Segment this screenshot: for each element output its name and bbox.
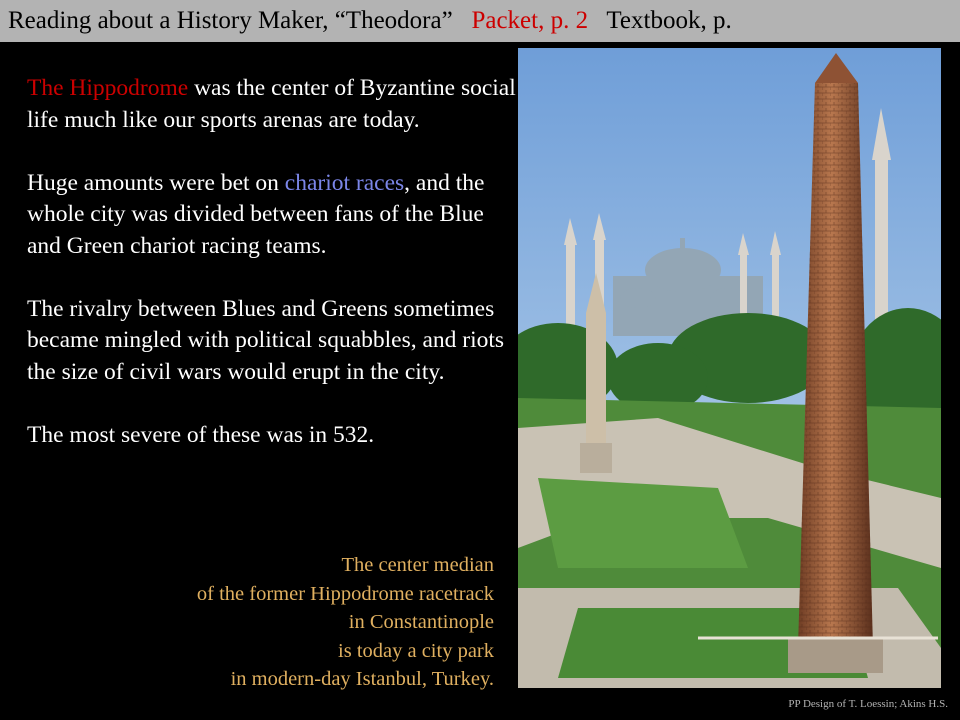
caption-line-2: of the former Hippodrome racetrack bbox=[196, 582, 494, 605]
header-title: Reading about a History Maker, “Theodora” bbox=[8, 7, 453, 34]
paragraph-2-after: , and the whole city was divided between fans of the Blue and Green chariot racing teams. bbox=[27, 169, 485, 259]
paragraph-2 bbox=[27, 168, 517, 263]
hippodrome-highlight: The Hippodrome bbox=[27, 75, 189, 101]
caption-line-1: The center median bbox=[341, 554, 494, 576]
header-textbook: Textbook, p. bbox=[606, 7, 732, 34]
design-credit: PP Design of T. Loessin; Akins H.S. bbox=[788, 698, 948, 710]
photo-caption bbox=[100, 551, 494, 694]
header-bar bbox=[0, 0, 960, 42]
paragraph-3: The rivalry between Blues and Greens sometimes became mingled with political squabbles, and riots the size of civil wars would erupt in the city. bbox=[27, 295, 505, 385]
paragraph-1-text: was the center of Byzantine social life much like our sports arenas are today. bbox=[27, 75, 516, 133]
body-text bbox=[27, 73, 517, 483]
hippodrome-photo bbox=[518, 48, 941, 688]
chariot-races-highlight: chariot races bbox=[284, 169, 405, 196]
header-packet: Packet, p. 2 bbox=[471, 7, 589, 34]
paragraph-4: The most severe of these was in 532. bbox=[27, 421, 375, 448]
paragraph-1 bbox=[27, 73, 517, 136]
caption-line-3: in Constantinople bbox=[348, 611, 494, 633]
paragraph-2-before: Huge amounts were bet on bbox=[27, 169, 285, 196]
caption-line-5: in modern-day Istanbul, Turkey. bbox=[230, 668, 494, 690]
header-line bbox=[8, 7, 732, 35]
caption-line-4: is today a city park bbox=[338, 639, 494, 662]
